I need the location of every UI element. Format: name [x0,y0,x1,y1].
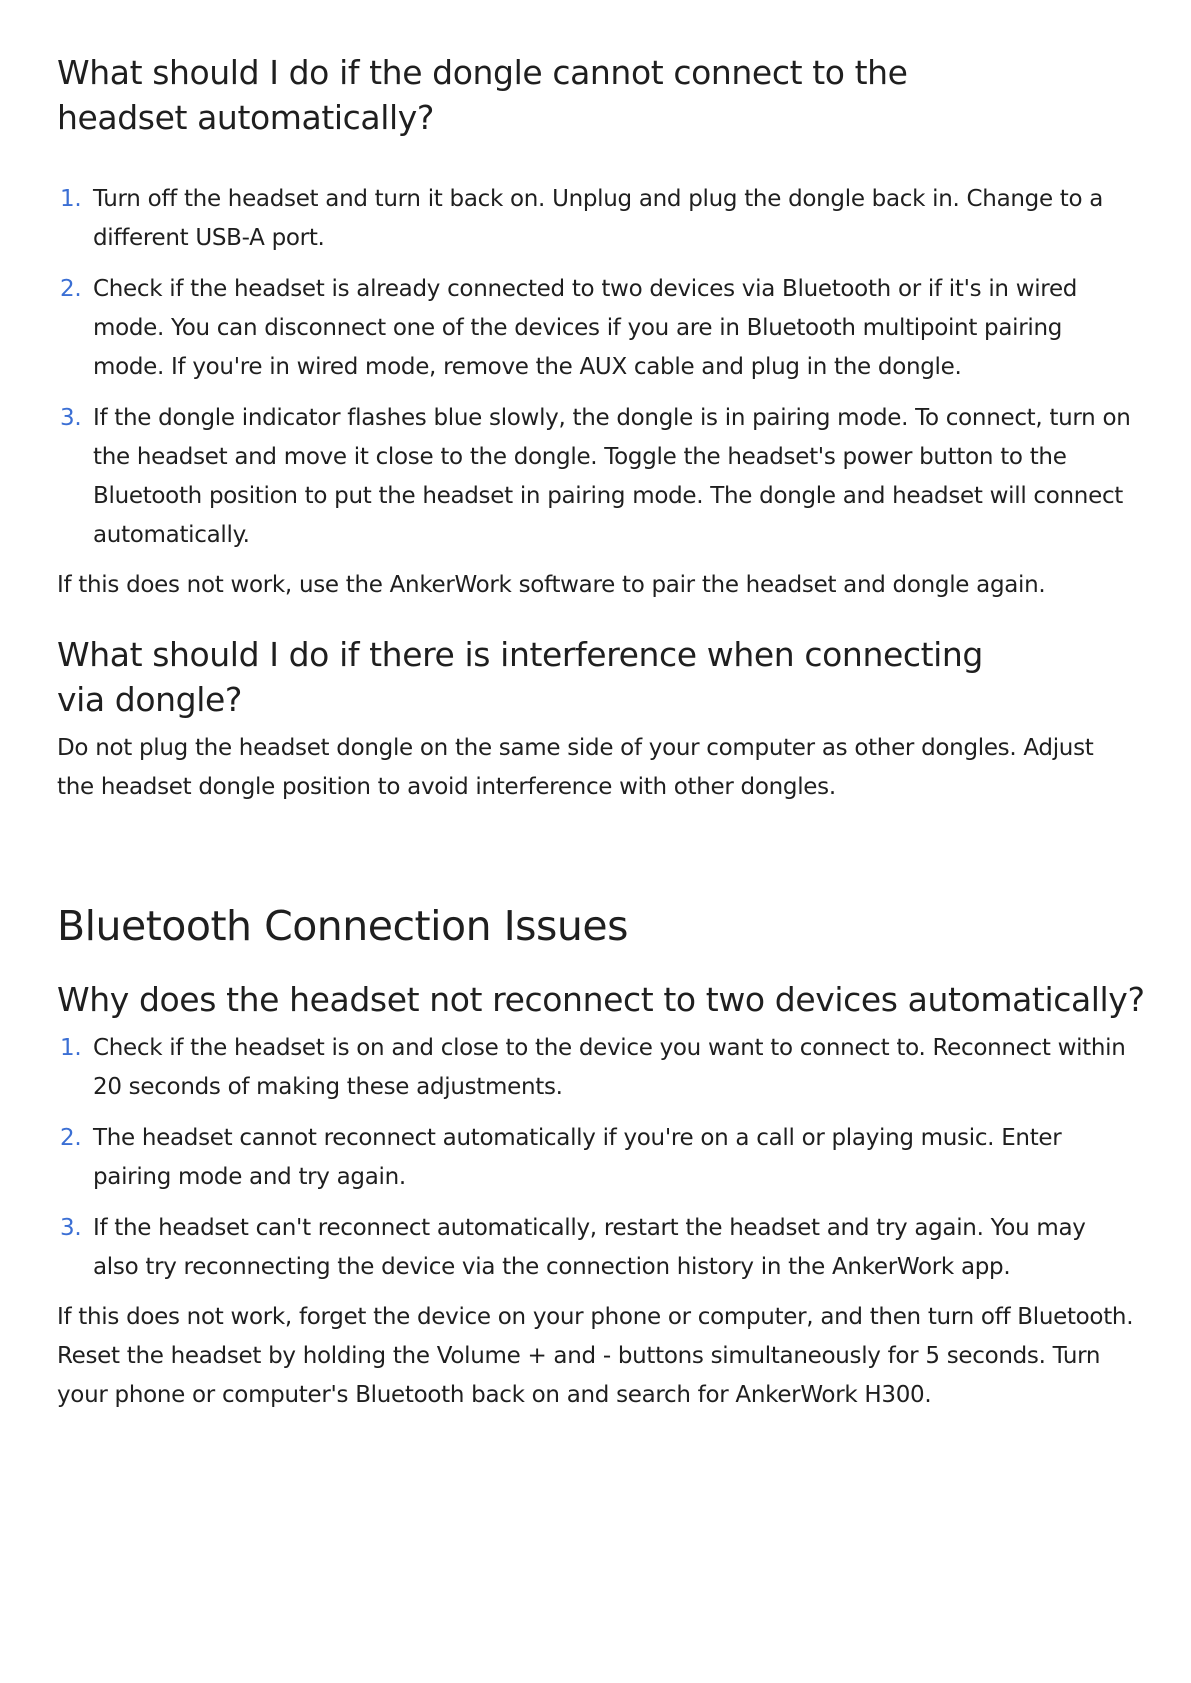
list-number: 3. [60,1215,82,1241]
list-item-text: If the headset can't reconnect automatically, restart the headset and try again. You may also try reconnecting the device via the connection history in the AnkerWork app. [93,1215,1086,1280]
list-item [57,1119,1137,1197]
list-item-text: If the dongle indicator flashes blue slowly, the dongle is in pairing mode. To connect, turn on the headset and move it close to the dongle. Toggle the headset's power button to the Bluetooth position to put the headset in pairing mode. The dongle and headset will connect automatically. [93,405,1131,548]
list-item [57,399,1137,555]
bluetooth-steps [57,1029,1137,1287]
list-item-text: Check if the headset is on and close to the device you want to connect to. Reconnect within 20 seconds of making these adjustments. [93,1035,1126,1100]
interference-answer: Do not plug the headset dongle on the same side of your computer as other dongles. Adjust the headset dongle position to avoid interference with other dongles. [57,735,1094,800]
dongle-connect-footer: If this does not work, use the AnkerWork software to pair the headset and dongle again. [57,572,1046,598]
list-item [57,270,1137,387]
list-item-text: Turn off the headset and turn it back on. Unplug and plug the dongle back in. Change to a different USB-A port. [93,186,1104,251]
dongle-connect-steps [57,180,1137,555]
list-number: 1. [60,1035,82,1061]
list-number: 1. [60,186,82,212]
list-item [57,180,1137,258]
bluetooth-section-heading: Bluetooth Connection Issues [57,902,628,950]
list-item [57,1209,1137,1287]
document-page [57,50,1145,1415]
list-item [57,1029,1137,1107]
bluetooth-question: Why does the headset not reconnect to two devices automatically? [57,980,1145,1019]
list-number: 3. [60,405,82,431]
list-item-text: The headset cannot reconnect automatically if you're on a call or playing music. Enter pairing mode and try again. [93,1125,1062,1190]
list-number: 2. [60,1125,82,1151]
list-number: 2. [60,276,82,302]
bluetooth-footer: If this does not work, forget the device on your phone or computer, and then turn off Bluetooth. Reset the headset by holding the Volume + and - buttons simultaneously for 5 seconds. Turn your phone or computer's Bluetooth back on and search for AnkerWork H300. [57,1304,1134,1408]
interference-question: What should I do if there is interference when connecting via dongle? [57,635,983,719]
dongle-connect-question: What should I do if the dongle cannot connect to the headset automatically? [57,53,908,137]
list-item-text: Check if the headset is already connected to two devices via Bluetooth or if it's in wired mode. You can disconnect one of the devices if you are in Bluetooth multipoint pairing mode. If you're in wired mode, remove the AUX cable and plug in the dongle. [93,276,1078,380]
